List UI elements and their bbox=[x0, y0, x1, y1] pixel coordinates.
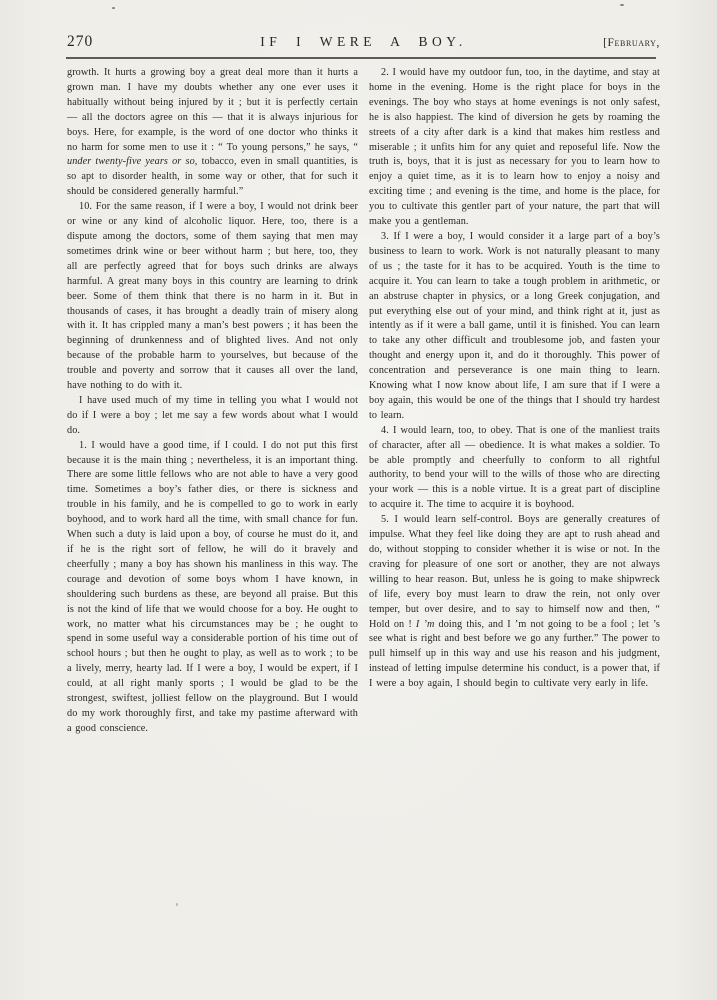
paragraph bbox=[67, 66, 358, 200]
scan-speck bbox=[176, 903, 178, 906]
paragraph bbox=[369, 424, 660, 513]
text-run: doing this, and I ’m not going to be a fool ; let ’s see what is right and best before we go any further.” The power to pull himself up in this way and use his reason and his judgment, instead of letting impulse determine his conduct, is a power that, if I were a boy again, I should begin to cultivate very early in life. bbox=[369, 618, 660, 690]
left-column bbox=[67, 66, 358, 737]
text-columns bbox=[67, 66, 660, 737]
text-run: 2. I would have my outdoor fun, too, in the daytime, and stay at home in the evening. Home is the right place for boys in the evenings. The boy who stays at home evenings is not only safest, he is also happiest. The kind of diversion he gets by roaming the streets of a city after dark is a kind that makes him restless and miserable ; it unfits him for any quiet and reposeful life. Now the truth is, boys, that it is just as necessary for you to learn how to enjoy a quiet time, as it is to learn how to enjoy a noisy and exciting time ; and evening is the time, and home is the place, for you to cultivate this gentler part of your nature, the part that will make you a gentleman. bbox=[369, 67, 660, 228]
paragraph bbox=[369, 513, 660, 692]
italic-text-run: I ’m bbox=[415, 618, 435, 630]
header-rule bbox=[66, 57, 656, 59]
text-run: 4. I would learn, too, to obey. That is one of the manliest traits of character, after all — obedience. It is what makes a soldier. To be able promptly and cheerfully to conform to all rightful authority, to bend your will to the wills of those who are directing your work — this is a noble virtue. It is a great part of discipline to acquire it. The time to acquire it is boyhood. bbox=[369, 424, 660, 511]
text-run: 5. I would learn self-control. Boys are generally creatures of impulse. What they feel like doing they are apt to rush ahead and do, without stopping to consider whether it is wise or not. In the craving for pleasure of one sort or another, they are not always willing to hear reason. But, unless he is going to make shipwreck of life, every boy must learn to draw the rein, not only over temper, but over desire, and to say to himself now and then, “ Hold on ! bbox=[369, 514, 660, 630]
italic-text-run: under twenty-five years or so bbox=[67, 156, 195, 168]
issue-date: [February, bbox=[603, 37, 660, 49]
page-number: 270 bbox=[67, 33, 94, 50]
text-run: 10. For the same reason, if I were a boy, I would not drink beer or wine or any kind of alcoholic liquor. Here, too, there is a dispute among the doctors, some of them saying that men may sometimes drink wine or beer without harm ; but here, too, they all are perfectly agreed that for boys such drinks are always harmful. A great many boys in this country are learning to drink beer. Some of them think that there is no harm in it. But in thousands of cases, it has brought a deadly train of misery along with it. It has crippled many a man’s best powers ; it has been the beginning of drunkenness and of blighted lives. And not only because of the probable harm to yourselves, but because of the trouble and poverty and sorrow that it causes all over the land, have nothing to do with it. bbox=[67, 201, 358, 392]
paragraph bbox=[67, 394, 358, 439]
scan-speck bbox=[620, 4, 624, 6]
text-run: growth. It hurts a growing boy a great deal more than it hurts a grown man. I have my doubts whether any one ever uses it habitually without being injured by it ; but it is perfectly certain — all the doctors agree on this — that it is always injurious for boys. Here, for example, is the word of one doctor who thinks it no harm for some men to use it : “ To young persons,” he says, “ bbox=[67, 67, 358, 153]
paragraph bbox=[369, 230, 660, 424]
paragraph bbox=[369, 66, 660, 230]
page-header bbox=[67, 33, 660, 51]
paragraph bbox=[67, 439, 358, 737]
running-title: IF I WERE A BOY. bbox=[260, 34, 467, 49]
text-run: I have used much of my time in telling you what I would not do if I were a boy ; let me say a few words about what I would do. bbox=[67, 394, 358, 436]
right-column bbox=[369, 66, 660, 737]
text-run: 1. I would have a good time, if I could. I do not put this first because it is the main thing ; nevertheless, it is an important thing. There are some little fellows who are not able to have a very good time. Sometimes a boy’s father dies, or there is sickness and trouble in his family, and he is compelled to go to work in early boyhood, and to work hard all the time, with small chance for fun. When such a duty is laid upon a boy, of course he must do it, and if he is the right sort of fellow, he will do it bravely and cheerfully ; many a boy has shown his manliness in this way. The courage and devotion of some boys whom I have known, in shouldering such burdens as these, are beyond all praise. But this is not the kind of life that we would choose for a boy. He ought to work, no matter what his circumstances may be ; he ought to spend in some useful way a considerable portion of his time out of school hours ; but then he ought to play, as well as to work ; to be a lively, merry, hearty lad. If I were a boy, I would be expert, if I could, at all right manly sports ; I would be glad to be the strongest, swiftest, jolliest fellow on the playground. But I would do my work thoroughly first, and take my pastime afterward with a good conscience. bbox=[67, 439, 358, 734]
paragraph bbox=[67, 200, 358, 394]
text-run: , tobacco, even in small quantities, is so apt to disorder health, in some way or other, that for such it should be considered generally harmful.” bbox=[67, 156, 358, 198]
text-run: 3. If I were a boy, I would consider it a large part of a boy’s business to learn to work. Work is not naturally pleasant to many of us ; the taste for it has to be acquired. Youth is the time to acquire it. You can learn to take a tough problem in arithmetic, or an abstruse chapter in physics, or a long Greek conjugation, and put everything else out of your mind, and think right at it, just as intently as if it were a ball game, until it is finished. You can learn to take any other difficult and troublesome job, and fasten your thought and energy upon it, and do it thoroughly. This power of concentration and perseverance is one main thing to learn. Knowing what I now know about life, I am sure that if I were a boy again, this would be one of the things that I should try hardest to learn. bbox=[369, 230, 660, 421]
scan-speck bbox=[112, 7, 115, 9]
